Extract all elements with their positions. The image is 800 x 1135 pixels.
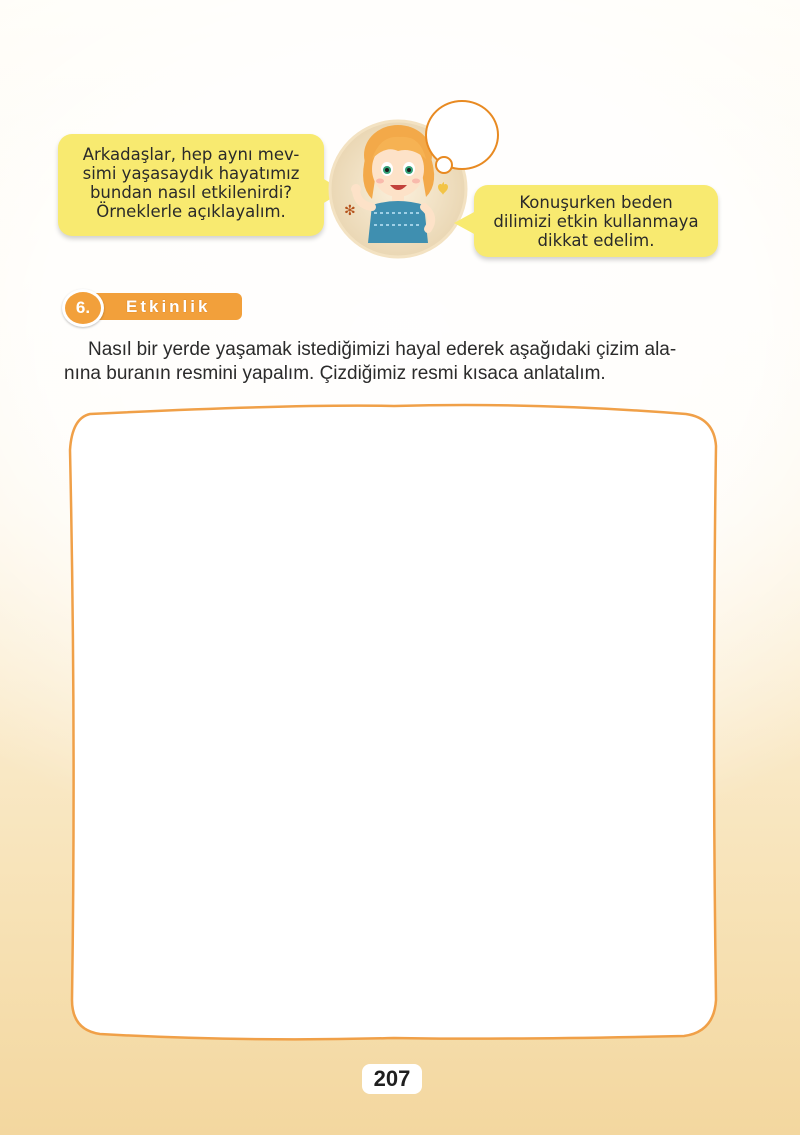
speech-bubble-left — [58, 134, 324, 236]
drawing-area[interactable] — [64, 400, 720, 1044]
activity-number-badge: 6. — [62, 289, 104, 327]
activity-label: Etkinlik — [92, 293, 242, 320]
speech-line: dilimizi etkin kullanmaya — [493, 212, 699, 231]
speech-line: bundan nasıl etkilenirdi? — [89, 183, 293, 202]
activity-instructions — [64, 338, 734, 386]
speech-line: Arkadaşlar, hep aynı mev- — [82, 145, 300, 164]
page-number: 207 — [362, 1064, 422, 1094]
thought-bubble-tail — [435, 156, 453, 174]
speech-bubble-text — [480, 193, 712, 250]
svg-text:✻: ✻ — [344, 203, 356, 219]
speech-line: Konuşurken beden — [519, 193, 673, 212]
drawing-area-frame — [70, 405, 716, 1039]
speech-line: Örneklerle açıklayalım. — [96, 202, 286, 221]
instruction-line: nına buranın resmini yapalım. Çizdiğimiz resmi kısaca anlatalım. — [64, 363, 606, 384]
speech-bubble-right — [474, 185, 718, 257]
speech-bubble-text — [66, 145, 316, 221]
speech-bubble-tail — [454, 211, 476, 235]
speech-line: simi yaşasaydık hayatımız — [82, 164, 300, 183]
speech-line: dikkat edelim. — [537, 231, 655, 250]
instruction-line: Nasıl bir yerde yaşamak istediğimizi hayal ederek aşağıdaki çizim ala- — [88, 339, 677, 360]
